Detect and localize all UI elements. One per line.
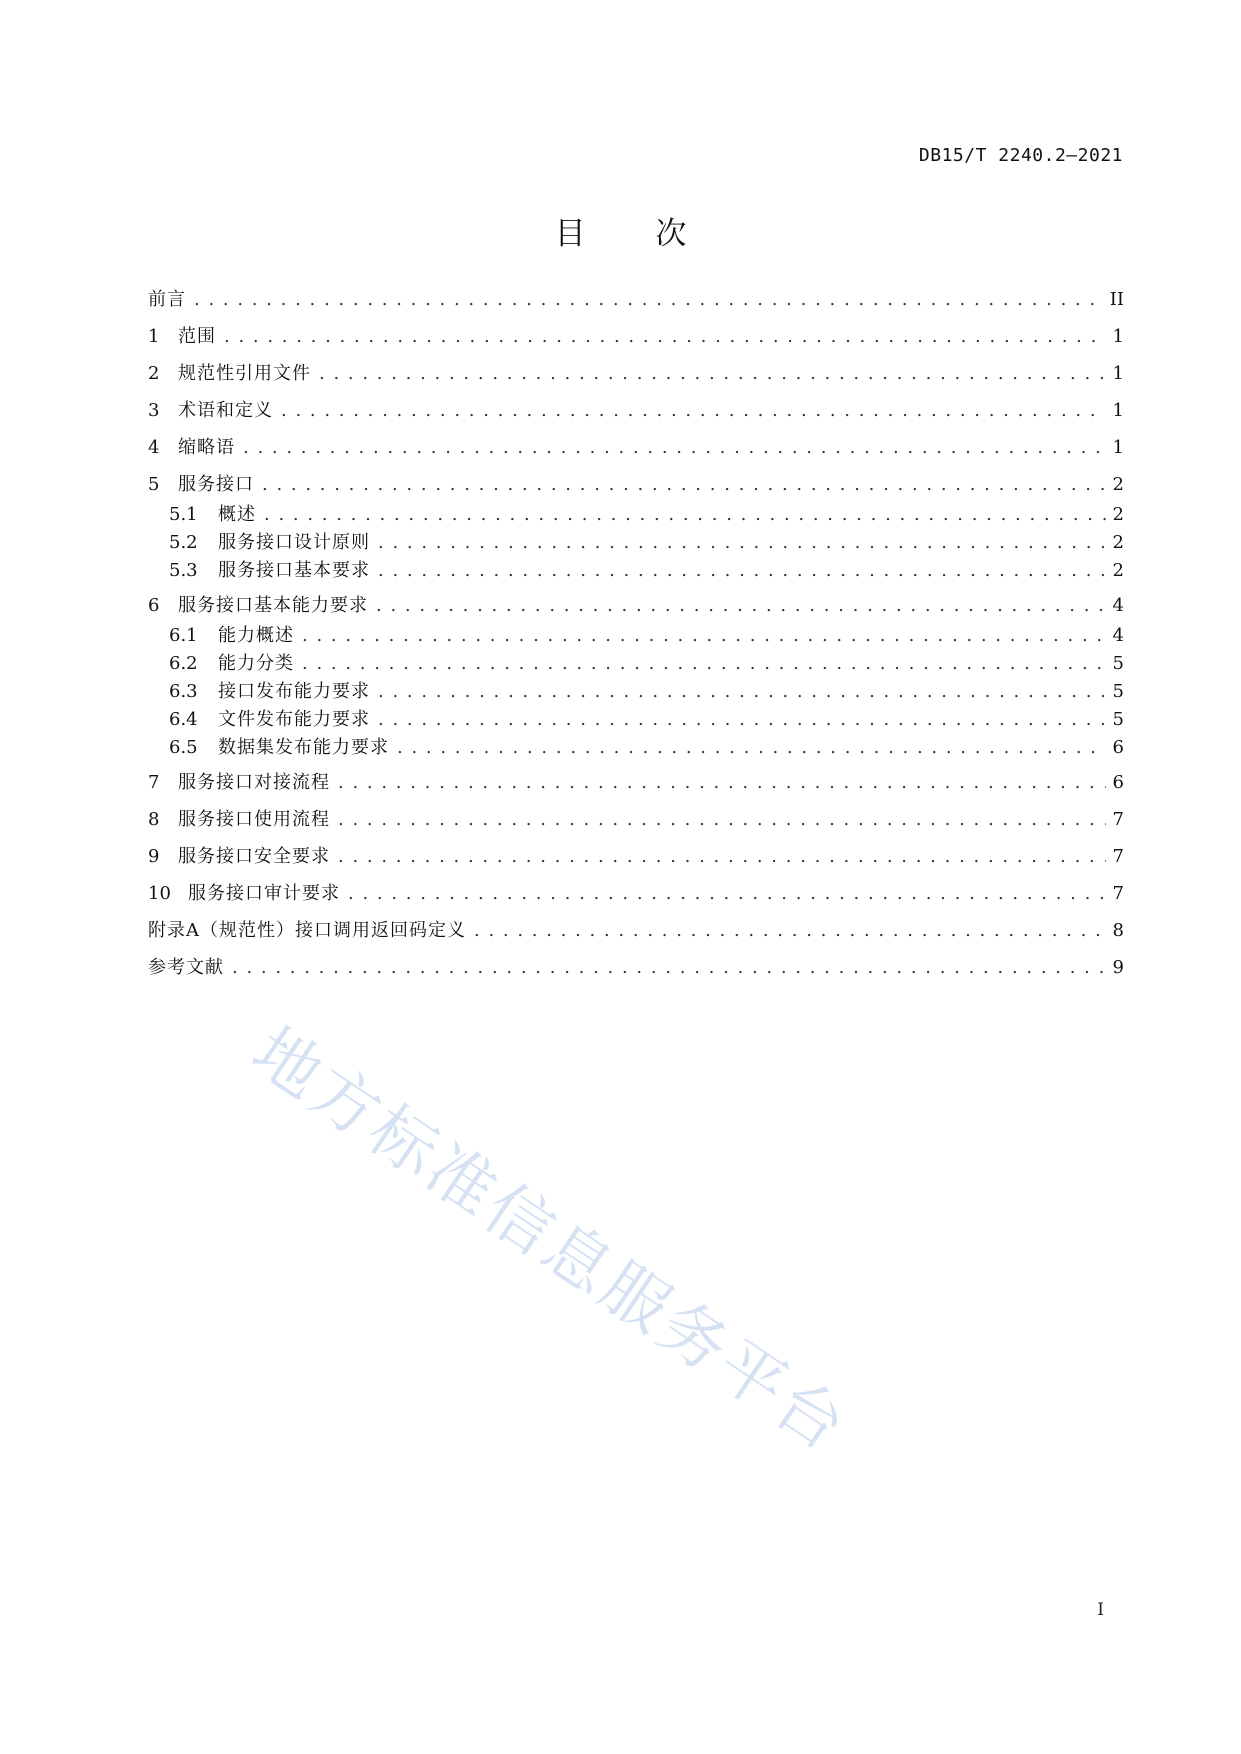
toc-entry-number: 6 — [148, 595, 160, 616]
toc-entry-5-3[interactable] — [169, 557, 1124, 585]
toc-entry-number: 2 — [148, 363, 160, 384]
toc-entry-page: 6 — [1112, 737, 1124, 758]
document-code: DB15/T 2240.2—2021 — [918, 145, 1123, 166]
toc-entry-7[interactable] — [148, 769, 1124, 797]
toc-entry-number: 10 — [148, 883, 171, 904]
toc-entry-5[interactable] — [148, 471, 1124, 499]
toc-leader-dots — [224, 323, 1106, 351]
toc-entry-page: 8 — [1112, 920, 1124, 941]
toc-entry-label: 服务接口 — [178, 474, 254, 495]
toc-leader-dots — [262, 471, 1106, 499]
toc-leader-dots — [376, 592, 1106, 620]
toc-entry-label: 前言 — [148, 289, 186, 310]
toc-entry-label: 文件发布能力要求 — [218, 709, 370, 730]
toc-entry-page: 5 — [1112, 681, 1124, 702]
toc-leader-dots — [243, 434, 1106, 462]
toc-entry-page: 4 — [1112, 625, 1124, 646]
toc-entry-number: 5.2 — [169, 532, 198, 553]
toc-entry-label: 参考文献 — [148, 957, 224, 978]
toc-entry-6-2[interactable] — [169, 650, 1124, 678]
toc-entry-6-4[interactable] — [169, 706, 1124, 734]
toc-leader-dots — [378, 678, 1106, 706]
toc-entry-number: 5 — [148, 474, 160, 495]
toc-entry-2[interactable] — [148, 360, 1124, 388]
toc-leader-dots — [378, 529, 1106, 557]
toc-entry-page: 7 — [1112, 809, 1124, 830]
toc-entry-label: 概述 — [218, 504, 256, 525]
toc-leader-dots — [378, 557, 1106, 585]
toc-entry-page: 1 — [1112, 363, 1124, 384]
toc-entry-page: 1 — [1112, 437, 1124, 458]
toc-entry-number: 9 — [148, 846, 160, 867]
toc-entry-label: 数据集发布能力要求 — [218, 737, 389, 758]
toc-leader-dots — [338, 806, 1106, 834]
toc-entry-page: II — [1109, 289, 1124, 310]
toc-entry-6-3[interactable] — [169, 678, 1124, 706]
toc-entry-page: 7 — [1112, 846, 1124, 867]
toc-entry-number: 6.4 — [169, 709, 198, 730]
toc-entry-6-1[interactable] — [169, 622, 1124, 650]
toc-entry-number: 6.2 — [169, 653, 198, 674]
toc-entry-appendix-a[interactable] — [148, 917, 1124, 945]
toc-entry-3[interactable] — [148, 397, 1124, 425]
toc-entry-1[interactable] — [148, 323, 1124, 351]
toc-entry-number: 7 — [148, 772, 160, 793]
toc-entry-8[interactable] — [148, 806, 1124, 834]
toc-entry-number: 6.5 — [169, 737, 198, 758]
toc-entry-number: 3 — [148, 400, 160, 421]
toc-entry-number: 5.1 — [169, 504, 198, 525]
toc-entry-page: 6 — [1112, 772, 1124, 793]
toc-leader-dots — [338, 769, 1106, 797]
toc-entry-label: 接口发布能力要求 — [218, 681, 370, 702]
toc-leader-dots — [338, 843, 1106, 871]
toc-entry-label: 能力概述 — [218, 625, 294, 646]
toc-entry-label: 能力分类 — [218, 653, 294, 674]
toc-entry-page: 5 — [1112, 709, 1124, 730]
page-title-part-1: 目 — [554, 216, 586, 252]
toc-entry-page: 1 — [1112, 326, 1124, 347]
toc-entry-page: 2 — [1112, 532, 1124, 553]
toc-entry-label: 服务接口使用流程 — [178, 809, 330, 830]
toc-entry-number: 4 — [148, 437, 160, 458]
toc-entry-label: 范围 — [178, 326, 216, 347]
toc-entry-6[interactable] — [148, 592, 1124, 620]
toc-entry-label: 规范性引用文件 — [178, 363, 311, 384]
toc-entry-page: 2 — [1112, 560, 1124, 581]
toc-leader-dots — [378, 706, 1106, 734]
toc-entry-page: 9 — [1112, 957, 1124, 978]
toc-entry-10[interactable] — [148, 880, 1124, 908]
toc-entry-page: 4 — [1112, 595, 1124, 616]
toc-entry-number: 6.1 — [169, 625, 198, 646]
toc-leader-dots — [397, 734, 1106, 762]
toc-entry-number: 5.3 — [169, 560, 198, 581]
toc-entry-number: 6.3 — [169, 681, 198, 702]
toc-entry-label: 服务接口基本要求 — [218, 560, 370, 581]
page-title — [0, 208, 1241, 253]
toc-entry-label: 附录A（规范性）接口调用返回码定义 — [148, 920, 466, 941]
toc-entry-5-2[interactable] — [169, 529, 1124, 557]
toc-leader-dots — [281, 397, 1106, 425]
page-number: I — [1097, 1600, 1104, 1620]
toc-entry-page: 1 — [1112, 400, 1124, 421]
toc-entry-9[interactable] — [148, 843, 1124, 871]
toc-entry-label: 缩略语 — [178, 437, 235, 458]
toc-entry-4[interactable] — [148, 434, 1124, 462]
toc-leader-dots — [302, 622, 1106, 650]
toc-leader-dots — [348, 880, 1106, 908]
page-title-part-2: 次 — [655, 216, 687, 252]
toc-leader-dots — [302, 650, 1106, 678]
toc-entry-label: 服务接口安全要求 — [178, 846, 330, 867]
toc-entry-label: 服务接口审计要求 — [188, 883, 340, 904]
toc-entry-label: 服务接口基本能力要求 — [178, 595, 368, 616]
toc-entry-5-1[interactable] — [169, 501, 1124, 529]
toc-leader-dots — [194, 286, 1104, 314]
toc-leader-dots — [474, 917, 1106, 945]
toc-leader-dots — [232, 954, 1106, 982]
toc-entry-number: 8 — [148, 809, 160, 830]
toc-entry-page: 7 — [1112, 883, 1124, 904]
toc-leader-dots — [264, 501, 1106, 529]
toc-entry-number: 1 — [148, 326, 160, 347]
toc-entry-6-5[interactable] — [169, 734, 1124, 762]
toc-entry-page: 2 — [1112, 474, 1124, 495]
toc-leader-dots — [319, 360, 1106, 388]
toc-entry-label: 术语和定义 — [178, 400, 273, 421]
toc-entry-page: 2 — [1112, 504, 1124, 525]
toc-entry-label: 服务接口设计原则 — [218, 532, 370, 553]
toc-entry-references[interactable] — [148, 954, 1124, 982]
toc-entry-foreword[interactable] — [148, 286, 1124, 314]
toc-entry-label: 服务接口对接流程 — [178, 772, 330, 793]
watermark: 地方标准信息服务平台 — [238, 1012, 862, 1468]
toc-entry-page: 5 — [1112, 653, 1124, 674]
